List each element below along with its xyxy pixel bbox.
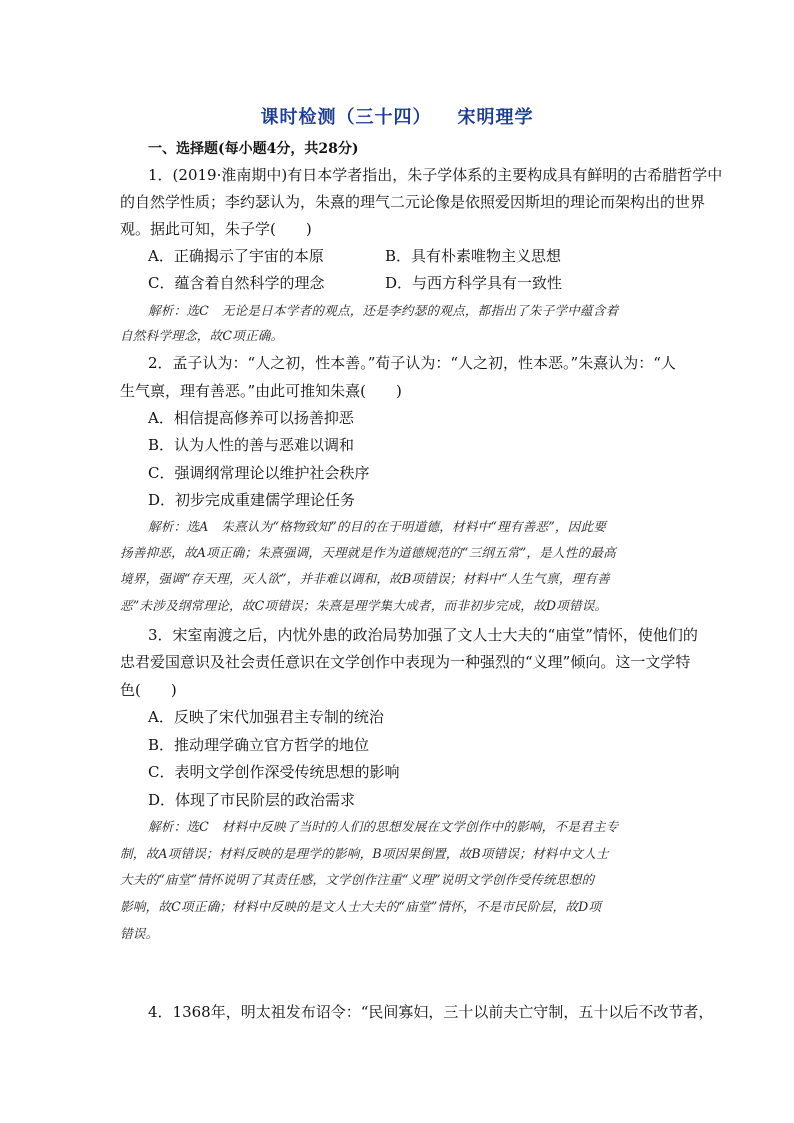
q3-option-a: A．反映了宋代加强君主专制的统治 xyxy=(148,708,384,726)
q2-analysis-line: 扬善抑恶，故A项正确；朱熹强调，天理就是作为道德规范的“三纲五常”，是人性的最高 xyxy=(120,545,616,560)
q4-stem-line: 4．1368年，明太祖发布诏令：“民间寡妇，三十以前夫亡守制，五十以后不改节者， xyxy=(148,1003,714,1021)
q1-option-d: D．与西方科学具有一致性 xyxy=(385,274,563,292)
q3-analysis-line: 影响，故C项正确；材料中反映的是文人士大夫的“庙堂”情怀，不是市民阶层，故D项 xyxy=(120,899,602,914)
q2-analysis-line: 解析：选A 朱熹认为“格物致知”的目的在于明道德，材料中“理有善恶”，因此要 xyxy=(148,519,607,534)
q3-option-d: D．体现了市民阶层的政治需求 xyxy=(148,791,356,809)
q1-stem-line: 1．(2019·淮南期中)有日本学者指出，朱子学体系的主要构成具有鲜明的古希腊哲学中 xyxy=(148,166,723,184)
q1-option-b: B．具有朴素唯物主义思想 xyxy=(385,247,562,265)
q3-stem-line: 色( ) xyxy=(120,681,177,699)
q2-option-b: B．认为人性的善与恶难以调和 xyxy=(148,436,355,454)
q1-analysis-line: 自然科学理念，故C项正确。 xyxy=(120,328,284,343)
q1-option-a: A．正确揭示了宇宙的本原 xyxy=(148,247,324,265)
q1-option-c: C．蕴含着自然科学的理念 xyxy=(148,274,325,292)
q2-option-c: C．强调纲常理论以维护社会秩序 xyxy=(148,464,370,482)
q2-analysis-line: 境界，强调“存天理，灭人欲”，并非难以调和，故B项错误；材料中“人生气禀，理有善 xyxy=(120,571,610,586)
q2-option-d: D．初步完成重建儒学理论任务 xyxy=(148,491,356,509)
q2-stem-line: 生气禀，理有善恶。”由此可推知朱熹( ) xyxy=(120,382,402,400)
q1-analysis-line: 解析：选C 无论是日本学者的观点，还是李约瑟的观点，都指出了朱子学中蕴含着 xyxy=(148,303,619,318)
q3-stem-line: 忠君爱国意识及社会责任意识在文学创作中表现为一种强烈的“义理”倾向。这一文学特 xyxy=(120,653,691,671)
section-heading: 一、选择题(每小题4分，共28分) xyxy=(148,141,359,157)
q3-analysis-line: 制，故A项错误；材料反映的是理学的影响，B项因果倒置，故B项错误；材料中文人士 xyxy=(120,846,609,861)
q1-stem-line: 的自然学性质；李约瑟认为，朱熹的理气二元论像是依照爱因斯坦的理论而架构出的世界 xyxy=(120,193,706,211)
q2-option-a: A．相信提高修养可以扬善抑恶 xyxy=(148,409,354,427)
title-sub: 宋明理学 xyxy=(457,107,534,128)
q3-option-b: B．推动理学确立官方哲学的地位 xyxy=(148,736,370,754)
q3-analysis-line: 解析：选C 材料中反映了当时的人们的思想发展在文学创作中的影响，不是君主专 xyxy=(148,819,619,834)
q3-option-c: C．表明文学创作深受传统思想的影响 xyxy=(148,763,400,781)
q3-stem-line: 3．宋室南渡之后，内忧外患的政治局势加强了文人士大夫的“庙堂”情怀，使他们的 xyxy=(148,626,698,644)
q2-stem-line: 2．孟子认为：“人之初，性本善。”荀子认为：“人之初，性本恶。”朱熹认为：“人 xyxy=(148,354,676,372)
q3-analysis-line: 错误。 xyxy=(120,926,159,941)
q2-analysis-line: 恶”未涉及纲常理论，故C项错误；朱熹是理学集大成者，而非初步完成，故D项错误。 xyxy=(120,598,608,613)
title-main: 课时检测（三十四） xyxy=(260,107,432,128)
q1-stem-line: 观。据此可知，朱子学( ) xyxy=(120,220,312,238)
q3-analysis-line: 大夫的“庙堂”情怀说明了其责任感，文学创作注重“义理”说明文学创作受传统思想的 xyxy=(120,872,595,887)
page-title xyxy=(0,103,794,129)
